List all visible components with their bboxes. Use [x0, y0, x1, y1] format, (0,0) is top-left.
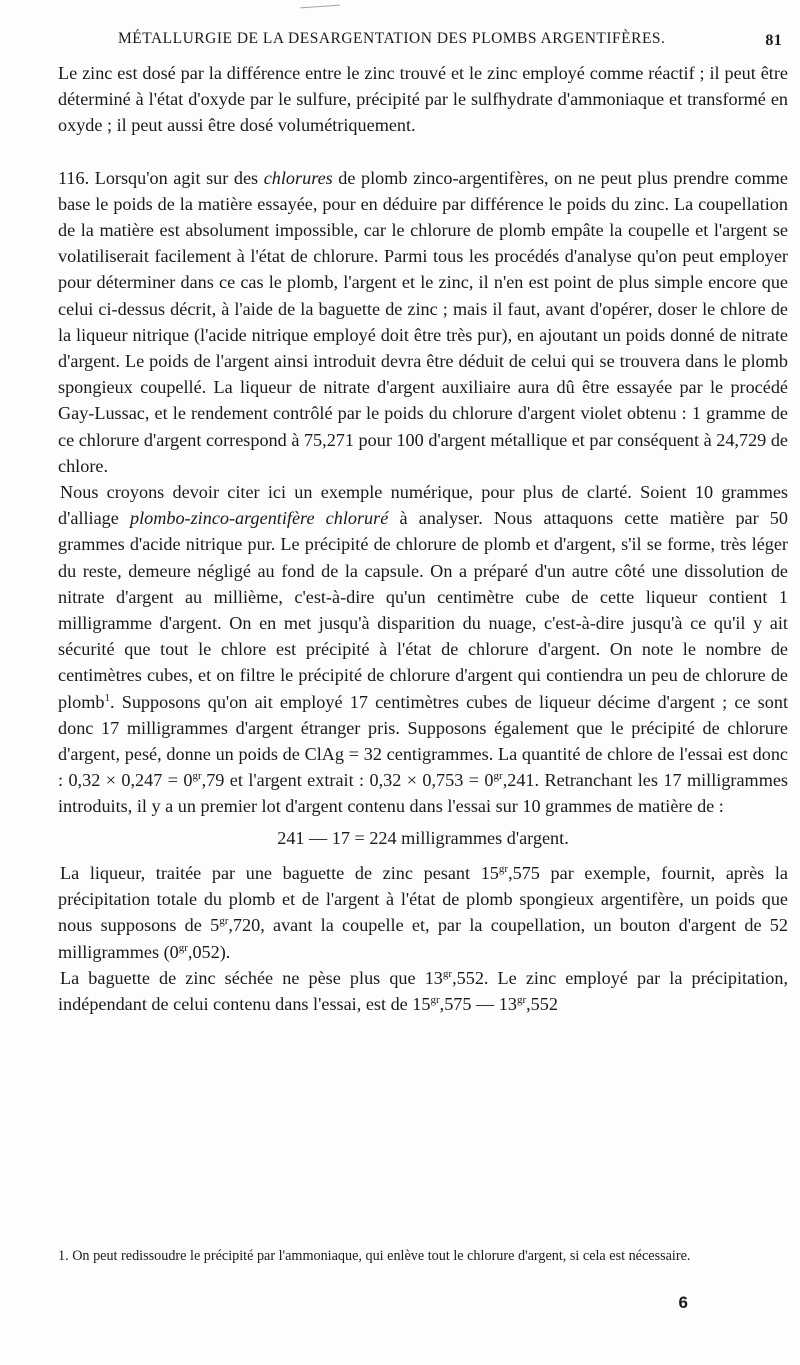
unit-superscript: gr — [219, 915, 229, 928]
text-run: ,575 — 13 — [439, 993, 517, 1014]
body-text — [58, 60, 788, 1017]
text-run: La baguette de zinc séchée ne pèse plus que 13 — [60, 967, 443, 988]
text-run: ,575 par exemple, fournit, après la précipitation totale du plomb et de l'argent à l'état de plomb spongieux argentifère, un poids que nous supposons de 5 — [58, 862, 788, 936]
footnote: 1. On peut redissoudre le précipité par l'ammoniaque, qui enlève tout le chlorure d'argent, si cela est nécessaire. — [58, 1248, 691, 1264]
text-run: ,552 — [526, 993, 558, 1014]
unit-superscript: gr — [192, 770, 202, 783]
top-rule-mark — [300, 0, 340, 8]
unit-superscript: gr — [493, 770, 503, 783]
italic-term: chlorures — [263, 167, 333, 188]
text-run: Lorsqu'on agit sur des — [89, 167, 264, 188]
formula-line: 241 — 17 = 224 milligrammes d'argent. — [277, 827, 569, 848]
paragraph-zinc-rod — [58, 860, 788, 965]
signature-mark: 6 — [678, 1293, 688, 1312]
paragraph-116 — [58, 165, 788, 479]
paragraph-number: 116. — [58, 167, 90, 188]
text-run: ,241. Retranchant les 17 milligrammes introduits, il y a un premier lot d'argent contenu dans l'essai sur 10 grammes de matière de : — [58, 770, 788, 817]
text-run: . Supposons qu'on ait employé 17 centimètres cubes de liqueur décime d'argent ; ce sont donc 17 milligrammes d'argent étranger pris. Supposons également que le précipité de chlorure d'argent, pesé, donne un poids de ClAg = 32 centigrammes. La quantité de chlore de l'essai est donc : 0,32 × 0,247 = 0 — [58, 691, 788, 791]
page-number: 81 — [765, 32, 782, 49]
unit-superscript: gr — [442, 967, 453, 980]
text-run: à analyser. Nous attaquons cette matière par 50 grammes d'acide nitrique pur. Le précipité de chlorure de plomb et d'argent, s'il se forme, très léger du reste, demeure négligé au fond de la capsule. On a préparé d'un autre côté une dissolution de nitrate d'argent au millième, c'est-à-dire qu'un centimètre cube de cette liqueur contient 1 milligramme d'argent. On en met jusqu'à disparition du nuage, c'est-à-dire jusqu'à ce qu'il y ait sécurité que tout le chlore est précipité à l'état de chlorure d'argent. On note le nombre de centimètres cubes, et on filtre le précipité de chlorure d'argent qui contiendra un peu de chlorure de plomb — [58, 508, 788, 712]
text-run: La liqueur, traitée par une baguette de zinc pesant 15 — [60, 862, 499, 883]
text-run: ,052). — [187, 941, 231, 962]
paragraph-dried-rod — [58, 965, 788, 1017]
text-run: ,720, avant la coupelle et, par la coupellation, un bouton d'argent de 52 milligrammes (0 — [58, 915, 788, 962]
paragraph-numeric-example — [58, 479, 788, 820]
text-run: ,79 et l'argent extrait : 0,32 × 0,753 = 0 — [201, 770, 494, 791]
text-run: de plomb zinco-argentifères, on ne peut plus prendre comme base le poids de la matière essayée, pour en déduire par différence le poids du zinc. La coupellation de la matière est absolument impossible, car le chlorure de plomb empâte la coupelle et l'argent se volatiliserait facilement à l'état de chlorure. Parmi tous les procédés d'analyse qu'on peut employer pour déterminer dans ce cas le plomb, l'argent et le zinc, il n'en est point de plus simple encore que celui ci-dessus décrit, à l'aide de la baguette de zinc ; mais il faut, avant d'opérer, doser le chlore de la liqueur nitrique (l'acide nitrique employé doit être très pur), en ajoutant un poids donné de nitrate d'argent. Le poids de l'argent ainsi introduit devra être déduit de celui qui se trouvera dans le plomb spongieux coupellé. La liqueur de nitrate d'argent auxiliaire aura dû être essayée par le procédé Gay-Lussac, et le rendement contrôlé par le poids du chlorure d'argent violet obtenu : 1 gramme de ce chlorure d'argent correspond à 75,271 pour 100 d'argent métallique et par conséquent à 24,729 de chlore. — [58, 167, 788, 476]
italic-term: plombo-zinco-argentifère chloruré — [129, 508, 389, 529]
text-run: ,552. Le zinc employé par la précipitation, indépendant de celui contenu dans l'essai, est de 15 — [58, 967, 788, 1014]
unit-superscript: gr — [498, 862, 509, 875]
unit-superscript: gr — [430, 993, 440, 1006]
footnote-ref: 1 — [104, 691, 110, 704]
running-head — [118, 30, 782, 54]
text-run: Nous croyons devoir citer ici un exemple numérique, pour plus de clarté. Soient 10 grammes d'alliage — [58, 482, 788, 529]
unit-superscript: gr — [516, 993, 527, 1006]
unit-superscript: gr — [178, 941, 188, 954]
running-title: MÉTALLURGIE DE LA DESARGENTATION DES PLOMBS ARGENTIFÈRES. — [118, 30, 666, 47]
paragraph-zinc-dosage: Le zinc est dosé par la différence entre le zinc trouvé et le zinc employé comme réactif ; il peut être déterminé à l'état d'oxyde par le sulfure, précipité par le sulfhydrate d'ammoniaque et transformé en oxyde ; il peut aussi être dosé volumétriquement. — [58, 63, 788, 136]
